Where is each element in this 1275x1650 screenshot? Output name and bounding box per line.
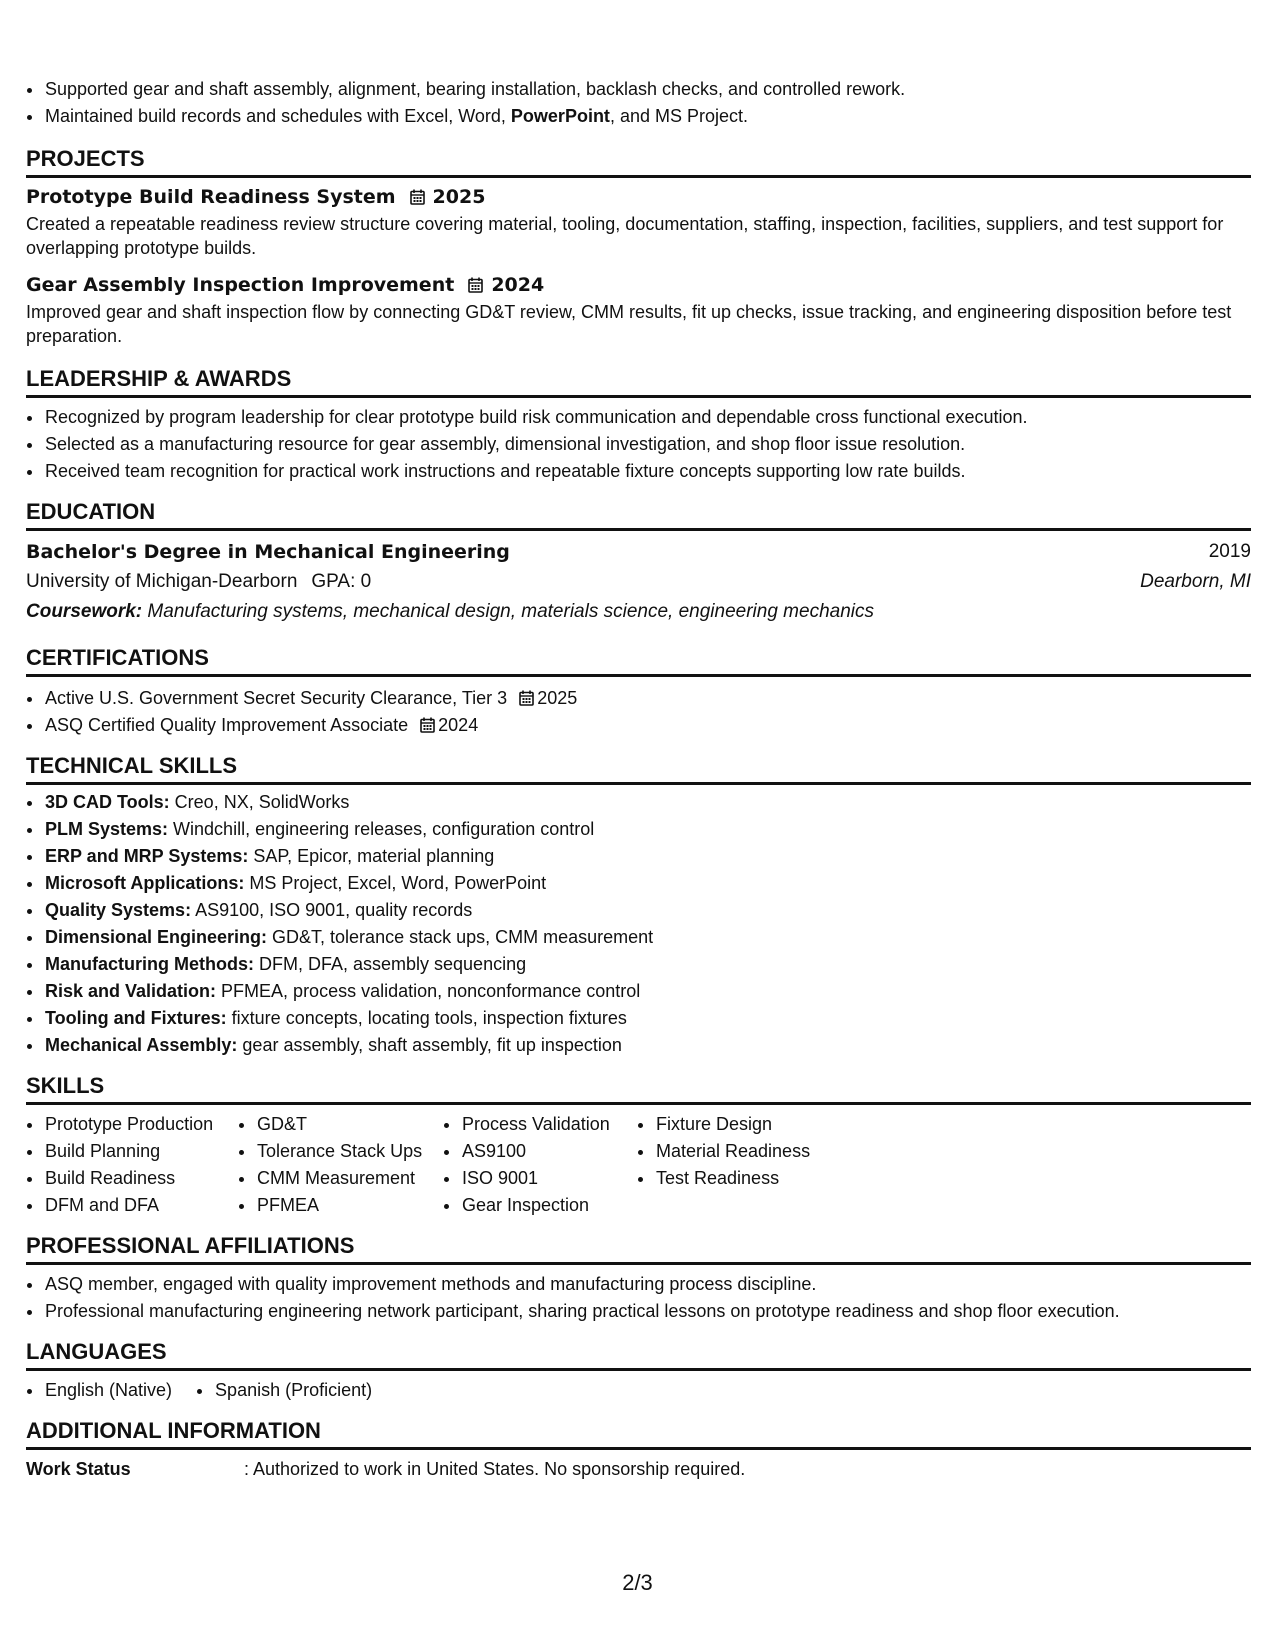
- work-status-label: Work Status: [26, 1459, 131, 1479]
- calendar-icon: [519, 690, 534, 706]
- project-title: Gear Assembly Inspection Improvement: [26, 274, 455, 296]
- coursework-text: Manufacturing systems, mechanical design, materials science, engineering mechanics: [142, 601, 874, 622]
- technical-skill-value: GD&T, tolerance stack ups, CMM measurement: [267, 927, 654, 947]
- calendar-icon: [420, 717, 435, 733]
- technical-skill-label: 3D CAD Tools:: [45, 792, 170, 812]
- leadership-item: • Recognized by program leadership for clear prototype build risk communication and dependable cross functional execution.: [44, 404, 1251, 431]
- technical-skill-label: Microsoft Applications:: [45, 873, 245, 893]
- technical-skill-item: [44, 897, 1251, 924]
- education-location: Dearborn, MI: [1140, 571, 1251, 592]
- technical-skill-value: AS9100, ISO 9001, quality records: [191, 900, 473, 920]
- affiliation-item: • Professional manufacturing engineering network participant, sharing practical lessons on prototype readiness and shop floor execution.: [44, 1298, 1251, 1325]
- skill-item: • GD&T: [256, 1111, 443, 1138]
- skill-item: • AS9100: [461, 1138, 637, 1165]
- bullet-bold-text: PowerPoint: [510, 106, 610, 126]
- skill-item: • Process Validation: [461, 1111, 637, 1138]
- education-school-row: [26, 567, 1251, 597]
- projects-heading: PROJECTS: [26, 146, 1251, 178]
- skill-item: • DFM and DFA: [44, 1192, 238, 1219]
- leadership-list: [26, 404, 1251, 485]
- technical-skills-heading: TECHNICAL SKILLS: [26, 753, 1251, 785]
- technical-skill-item: [44, 951, 1251, 978]
- additional-heading: ADDITIONAL INFORMATION: [26, 1418, 1251, 1450]
- skill-item: • Build Planning: [44, 1138, 238, 1165]
- skill-item: • CMM Measurement: [256, 1165, 443, 1192]
- technical-skill-value: SAP, Epicor, material planning: [248, 846, 495, 866]
- certification-year: 2024: [438, 715, 479, 735]
- page-number: 2/3: [622, 1570, 653, 1595]
- education-section: [26, 537, 1251, 627]
- certification-item: [44, 685, 1251, 712]
- technical-skill-value: DFM, DFA, assembly sequencing: [254, 954, 527, 974]
- skill-item: • Material Readiness: [655, 1138, 837, 1165]
- technical-skill-label: PLM Systems:: [45, 819, 169, 839]
- project-description: Created a repeatable readiness review structure covering material, tooling, documentation, staffing, inspection, facilities, suppliers, and test support for overlapping prototype builds.: [26, 214, 1224, 258]
- resume-content: [26, 76, 1251, 1483]
- project-description: Improved gear and shaft inspection flow by connecting GD&T review, CMM results, fit up checks, issue tracking, and engineering disposition before test preparation.: [26, 302, 1232, 346]
- technical-skill-item: [44, 1005, 1251, 1032]
- skill-item: • Prototype Production: [44, 1111, 238, 1138]
- technical-skill-label: Risk and Validation:: [45, 981, 217, 1001]
- technical-skill-item: [44, 870, 1251, 897]
- education-school: University of Michigan-Dearborn: [26, 571, 298, 592]
- certifications-heading: CERTIFICATIONS: [26, 645, 1251, 677]
- skills-column: [26, 1111, 238, 1219]
- technical-skill-item: [44, 978, 1251, 1005]
- technical-skills-list: [26, 789, 1251, 1059]
- additional-row: [26, 1456, 1251, 1483]
- education-school-wrap: [26, 567, 371, 597]
- education-degree-row: [26, 537, 1251, 567]
- skill-item: • ISO 9001: [461, 1165, 637, 1192]
- education-degree: Bachelor's Degree in Mechanical Engineering: [26, 541, 510, 563]
- certification-year: 2025: [537, 688, 578, 708]
- skills-heading: SKILLS: [26, 1073, 1251, 1105]
- technical-skill-value: MS Project, Excel, Word, PowerPoint: [244, 873, 547, 893]
- technical-skill-label: Quality Systems:: [45, 900, 192, 920]
- technical-skill-value: gear assembly, shaft assembly, fit up inspection: [237, 1035, 622, 1055]
- project-year: 2024: [491, 274, 545, 296]
- affiliations-heading: PROFESSIONAL AFFILIATIONS: [26, 1233, 1251, 1265]
- technical-skill-item: [44, 816, 1251, 843]
- technical-skill-item: [44, 924, 1251, 951]
- calendar-icon: [410, 189, 425, 205]
- experience-bullet: [44, 103, 1251, 130]
- skills-column: [637, 1111, 837, 1219]
- technical-skill-label: Manufacturing Methods:: [45, 954, 254, 974]
- bullet-text: Maintained build records and schedules with Excel, Word,: [45, 106, 511, 126]
- leadership-item: • Received team recognition for practical work instructions and repeatable fixture concepts supporting low rate builds.: [44, 458, 1251, 485]
- certification-name: ASQ Certified Quality Improvement Associate: [45, 715, 409, 735]
- bullet-text: , and MS Project.: [609, 106, 748, 126]
- technical-skill-value: PFMEA, process validation, nonconformance control: [216, 981, 641, 1001]
- technical-skill-label: Dimensional Engineering:: [45, 927, 268, 947]
- education-gpa: GPA: 0: [311, 571, 372, 592]
- certification-name: Active U.S. Government Secret Security Clearance, Tier 3: [45, 688, 508, 708]
- projects-section: [26, 184, 1251, 348]
- technical-skill-label: Mechanical Assembly:: [45, 1035, 238, 1055]
- bullet-text: Supported gear and shaft assembly, alignment, bearing installation, backlash checks, and controlled rework.: [45, 79, 906, 99]
- affiliations-list: [26, 1271, 1251, 1325]
- skill-item: • PFMEA: [256, 1192, 443, 1219]
- project-item: [26, 184, 1251, 260]
- skill-item: • Test Readiness: [655, 1165, 837, 1192]
- leadership-item: • Selected as a manufacturing resource for gear assembly, dimensional investigation, and shop floor issue resolution.: [44, 431, 1251, 458]
- language-item: • English (Native): [44, 1377, 172, 1404]
- project-title: Prototype Build Readiness System: [26, 186, 396, 208]
- project-year: 2025: [432, 186, 486, 208]
- work-status-value: : Authorized to work in United States. No sponsorship required.: [244, 1459, 746, 1479]
- affiliation-item: • ASQ member, engaged with quality improvement methods and manufacturing process discipline.: [44, 1271, 1251, 1298]
- skills-column: [443, 1111, 637, 1219]
- education-heading: EDUCATION: [26, 499, 1251, 531]
- education-year: 2019: [1208, 541, 1251, 562]
- technical-skill-label: Tooling and Fixtures:: [45, 1008, 227, 1028]
- languages-list: [26, 1377, 1251, 1404]
- skill-item: • Build Readiness: [44, 1165, 238, 1192]
- skills-column: [238, 1111, 443, 1219]
- technical-skill-value: Creo, NX, SolidWorks: [169, 792, 350, 812]
- languages-heading: LANGUAGES: [26, 1339, 1251, 1371]
- certification-item: [44, 712, 1251, 739]
- project-title-row: [26, 272, 1251, 298]
- language-item: • Spanish (Proficient): [214, 1377, 372, 1404]
- skill-item: • Gear Inspection: [461, 1192, 637, 1219]
- skills-grid: [26, 1111, 1251, 1219]
- technical-skill-item: [44, 1032, 1251, 1059]
- technical-skill-item: [44, 843, 1251, 870]
- education-coursework: [26, 597, 1251, 627]
- calendar-icon: [468, 277, 483, 293]
- project-title-row: [26, 184, 1251, 210]
- experience-bullet: [44, 76, 1251, 103]
- project-item: [26, 272, 1251, 348]
- skill-item: • Tolerance Stack Ups: [256, 1138, 443, 1165]
- technical-skill-value: Windchill, engineering releases, configuration control: [168, 819, 595, 839]
- coursework-label: Coursework:: [26, 601, 143, 622]
- experience-bullets: [26, 76, 1251, 130]
- certifications-list: [26, 685, 1251, 739]
- technical-skill-item: [44, 789, 1251, 816]
- skill-item: • Fixture Design: [655, 1111, 837, 1138]
- leadership-heading: LEADERSHIP & AWARDS: [26, 366, 1251, 398]
- technical-skill-value: fixture concepts, locating tools, inspection fixtures: [226, 1008, 627, 1028]
- technical-skill-label: ERP and MRP Systems:: [45, 846, 249, 866]
